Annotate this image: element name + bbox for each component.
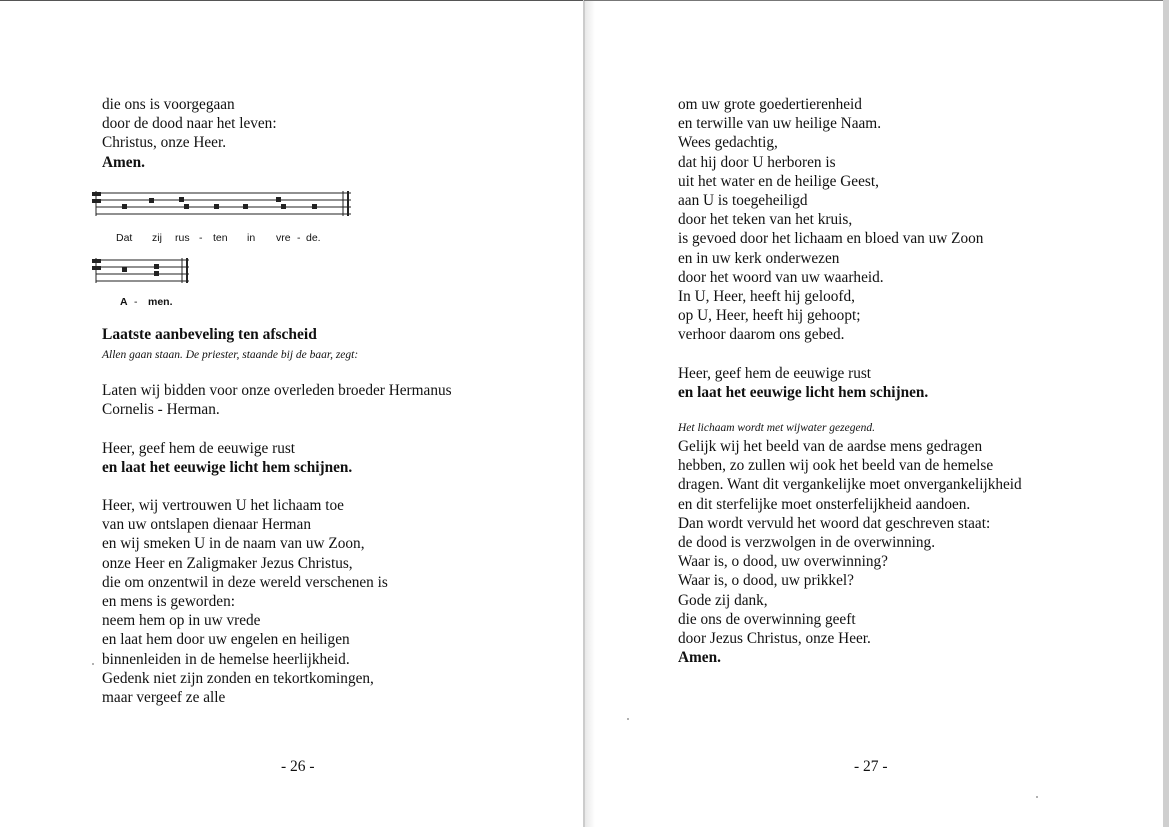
chant-note bbox=[122, 204, 127, 209]
text-line: die om onzentwil in deze wereld verschenen is bbox=[102, 573, 388, 591]
print-speck bbox=[1036, 796, 1038, 798]
text-line: door de dood naar het leven: bbox=[102, 115, 277, 133]
page-number: - 26 - bbox=[281, 758, 315, 775]
chant-syllable: de. bbox=[306, 232, 321, 244]
chant-note bbox=[122, 267, 127, 272]
response: en laat het eeuwige licht hem schijnen. bbox=[678, 384, 929, 402]
text-line: van uw ontslapen dienaar Herman bbox=[102, 516, 311, 534]
clef-mark bbox=[92, 192, 101, 196]
text-line: op U, Heer, heeft hij gehoopt; bbox=[678, 307, 861, 325]
amen-response: Amen. bbox=[678, 649, 721, 667]
text-line: Gedenk niet zijn zonden en tekortkomingen, bbox=[102, 669, 374, 687]
versicle-response bbox=[678, 364, 928, 402]
text-line: hebben, zo zullen wij ook het beeld van de hemelse bbox=[678, 457, 994, 475]
text-line: verhoor daarom ons gebed. bbox=[678, 326, 845, 344]
chant-note bbox=[243, 204, 248, 209]
page-edge bbox=[1163, 0, 1169, 827]
print-speck bbox=[92, 663, 94, 665]
text-line: en laat hem door uw engelen en heiligen bbox=[102, 631, 350, 649]
text-line: uit het water en de heilige Geest, bbox=[678, 172, 879, 190]
clef-mark bbox=[92, 199, 101, 203]
text-line: Heer, wij vertrouwen U het lichaam toe bbox=[102, 497, 344, 514]
text-line: dragen. Want dit vergankelijke moet onvergankelijkheid bbox=[678, 476, 1022, 494]
amen-response: Amen. bbox=[102, 153, 145, 171]
text-line: door het woord van uw waarheid. bbox=[678, 268, 884, 286]
chant-syllable: ten bbox=[213, 232, 228, 244]
text-line: en mens is geworden: bbox=[102, 593, 235, 611]
text-line: Waar is, o dood, uw overwinning? bbox=[678, 553, 888, 571]
prayer bbox=[102, 496, 388, 707]
chant-syllable: vre bbox=[276, 232, 291, 244]
text-line: aan U is toegeheiligd bbox=[678, 192, 808, 210]
text-line: Dan wordt vervuld het woord dat geschreven staat: bbox=[678, 514, 991, 532]
text-line: In U, Heer, heeft hij geloofd, bbox=[678, 288, 855, 306]
text-line: door Jezus Christus, onze Heer. bbox=[678, 630, 871, 648]
page-number: - 27 - bbox=[854, 758, 888, 775]
text-line: en dit sterfelijke moet onsterfelijkheid aandoen. bbox=[678, 495, 971, 513]
versicle: Heer, geef hem de eeuwige rust bbox=[102, 440, 296, 457]
clef-mark bbox=[92, 259, 101, 263]
text-line: binnenleiden in de hemelse heerlijkheid. bbox=[102, 650, 350, 668]
chant-note bbox=[184, 204, 189, 209]
scripture-reading bbox=[678, 437, 1022, 667]
text-line: Cornelis - Herman. bbox=[102, 401, 220, 419]
text-line: en wij smeken U in de naam van uw Zoon, bbox=[102, 535, 365, 553]
text-line: Gelijk wij het beeld van de aardse mens gedragen bbox=[678, 438, 983, 455]
chant-syllable: in bbox=[247, 232, 256, 244]
text-line: is gevoed door het lichaam en bloed van uw Zoon bbox=[678, 230, 984, 248]
text-line: maar vergeef ze alle bbox=[102, 689, 226, 707]
text-line: om uw grote goedertierenheid bbox=[678, 96, 862, 113]
page-27 bbox=[584, 0, 1169, 828]
chant-note bbox=[154, 271, 159, 276]
chant-syllable: A bbox=[120, 296, 128, 308]
chant-staff-1 bbox=[92, 187, 358, 225]
text-line: door het teken van het kruis, bbox=[678, 211, 853, 229]
response: en laat het eeuwige licht hem schijnen. bbox=[102, 459, 353, 477]
rubric: Allen gaan staan. De priester, staande bij de baar, zegt: bbox=[102, 349, 359, 361]
text-line: Laten wij bidden voor onze overleden broeder Hermanus bbox=[102, 382, 452, 399]
chant-note bbox=[179, 197, 184, 202]
chant-note bbox=[214, 204, 219, 209]
versicle-response bbox=[102, 439, 352, 477]
text-line: die ons de overwinning geeft bbox=[678, 610, 856, 628]
text-line: onze Heer en Zaligmaker Jezus Christus, bbox=[102, 554, 353, 572]
chant-syllable: zij bbox=[152, 232, 162, 244]
prayer-continued bbox=[678, 95, 983, 345]
clef-mark bbox=[92, 266, 101, 270]
text-line: de dood is verzwolgen in de overwinning. bbox=[678, 534, 936, 552]
text-line: Waar is, o dood, uw prikkel? bbox=[678, 572, 854, 590]
text-line: Christus, onze Heer. bbox=[102, 134, 227, 152]
opening-text bbox=[102, 95, 277, 172]
page-26 bbox=[0, 0, 584, 828]
text-line: Wees gedachtig, bbox=[678, 134, 778, 152]
chant-note bbox=[276, 197, 281, 202]
chant-staff-2 bbox=[92, 255, 194, 291]
chant-note bbox=[312, 204, 317, 209]
print-speck bbox=[627, 718, 629, 720]
text-line: Gode zij dank, bbox=[678, 591, 768, 609]
section-heading: Laatste aanbeveling ten afscheid bbox=[102, 326, 317, 343]
invitation bbox=[102, 381, 452, 419]
chant-note bbox=[154, 264, 159, 269]
chant-syllable: - bbox=[134, 296, 138, 308]
text-line: en in uw kerk onderwezen bbox=[678, 249, 840, 267]
chant-syllable: rus bbox=[175, 232, 190, 244]
chant-note bbox=[281, 204, 286, 209]
chant-syllable: men. bbox=[148, 296, 173, 308]
text-line: dat hij door U herboren is bbox=[678, 153, 836, 171]
chant-syllable: - bbox=[199, 232, 203, 244]
text-line: die ons is voorgegaan bbox=[102, 96, 235, 113]
versicle: Heer, geef hem de eeuwige rust bbox=[678, 365, 872, 382]
rubric: Het lichaam wordt met wijwater gezegend. bbox=[678, 422, 875, 434]
text-line: en terwille van uw heilige Naam. bbox=[678, 115, 882, 133]
chant-note bbox=[149, 198, 154, 203]
text-line: neem hem op in uw vrede bbox=[102, 612, 261, 630]
chant-syllable: Dat bbox=[116, 232, 133, 244]
chant-syllable: - bbox=[297, 232, 301, 244]
